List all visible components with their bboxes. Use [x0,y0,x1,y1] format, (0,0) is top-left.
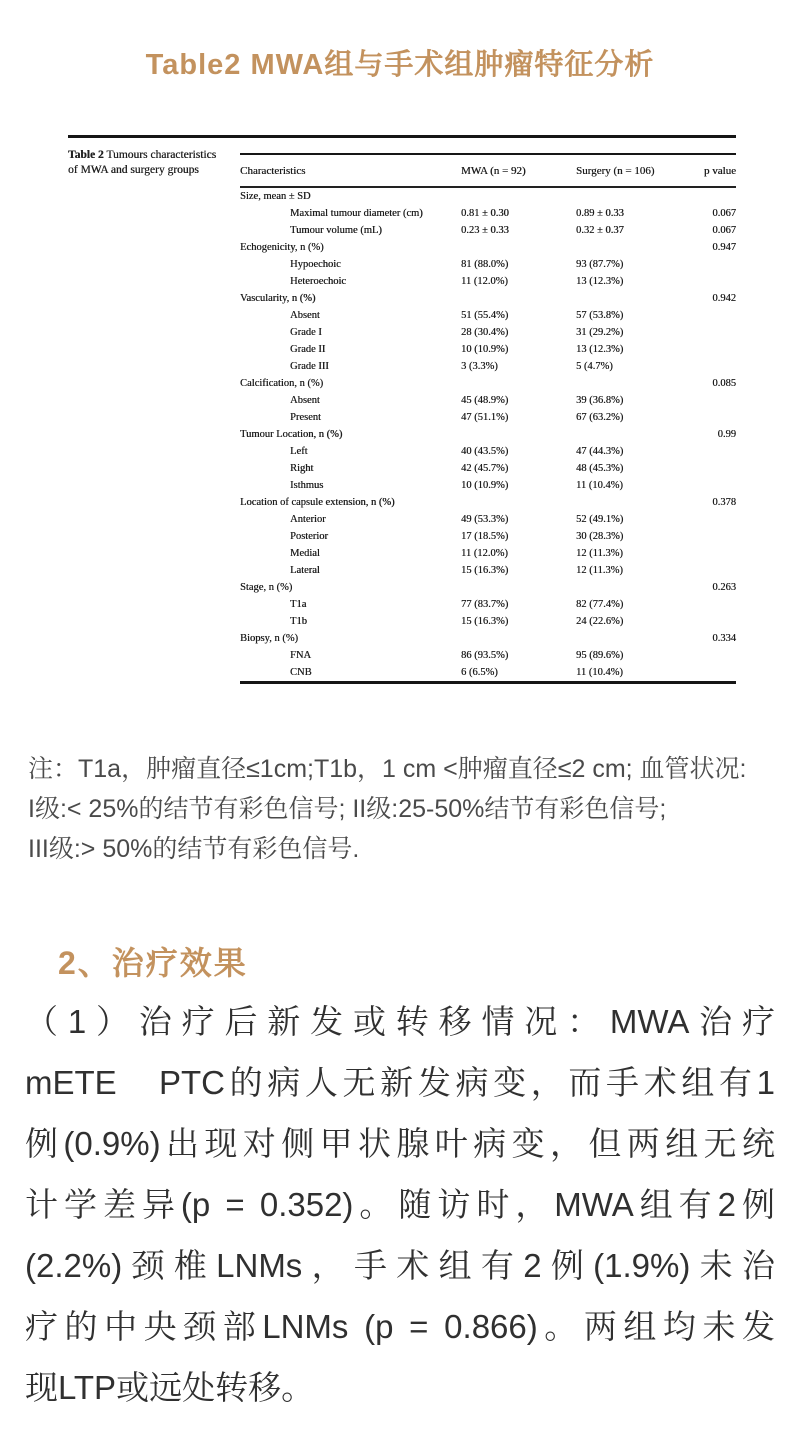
table-cell: Left [290,445,308,457]
table-cell: Right [290,462,314,474]
table-row [240,664,736,681]
table-row [240,562,736,579]
table-cell: 15 (16.3%) [461,615,509,627]
table-cell: 10 (10.9%) [461,343,509,355]
table-row [240,613,736,630]
table-row [240,307,736,324]
table-cell: 31 (29.2%) [576,326,624,338]
table-cell: Vascularity, n (%) [240,292,316,304]
table-cell: FNA [290,649,312,661]
table-row [240,341,736,358]
body-text-line: （1）治疗后新发或转移情况：MWA治疗 [25,1003,775,1040]
table-row [240,494,736,511]
table-cell: 95 (89.6%) [576,649,624,661]
col-header-characteristics: Characteristics [240,164,306,177]
table-cell: 0.89 ± 0.33 [576,207,624,219]
table-cell: 11 (12.0%) [461,275,508,287]
table-cell: 49 (53.3%) [461,513,509,525]
table-cell: 0.378 [712,496,736,508]
table-cell: Medial [290,547,320,559]
note-line: I级:< 25%的结节有彩色信号; II级:25-50%结节有彩色信号; [28,795,667,823]
col-header-mwa: MWA (n = 92) [461,164,526,177]
body-text-line: 计学差异(p = 0.352)。随访时，MWA组有2例 [25,1186,775,1223]
table-cell: 17 (18.5%) [461,530,509,542]
table-cell: 40 (43.5%) [461,445,509,457]
table-cell: 0.942 [712,292,736,304]
table-cell: 10 (10.9%) [461,479,509,491]
table-cell: CNB [290,666,312,678]
table-cell: 24 (22.6%) [576,615,624,627]
table-row [240,324,736,341]
col-header-pvalue: p value [703,164,736,177]
table-row [240,256,736,273]
table-cell: 15 (16.3%) [461,564,509,576]
table-cell: 67 (63.2%) [576,411,624,423]
table-row [240,205,736,222]
table-cell: Location of capsule extension, n (%) [240,496,395,508]
table-cell: 47 (51.1%) [461,411,509,423]
table-cell: 57 (53.8%) [576,309,624,321]
table-cell: 52 (49.1%) [576,513,624,525]
table-row [240,375,736,392]
table-row [240,188,736,205]
table-body [240,188,736,681]
table-header-row [240,155,736,186]
table-cell: 0.81 ± 0.30 [461,207,509,219]
tumour-characteristics-table [240,153,736,684]
table-cell: Grade I [290,326,322,338]
table-cell: 0.085 [712,377,736,389]
table-cell: 0.334 [712,632,736,644]
table-cell: Tumour volume (mL) [290,224,382,236]
table-cell: 81 (88.0%) [461,258,509,270]
table-cell: Lateral [290,564,320,576]
table-cell: 0.947 [712,241,736,253]
table-row [240,273,736,290]
table-row [240,222,736,239]
body-paragraph [25,991,775,1418]
table-cell: 0.23 ± 0.33 [461,224,509,236]
table-row [240,290,736,307]
table-row [240,239,736,256]
table-row [240,630,736,647]
table-cell: 28 (30.4%) [461,326,509,338]
table-cell: Absent [290,309,320,321]
body-text-line: 疗的中央颈部LNMs (p = 0.866)。两组均未发 [25,1308,775,1345]
table-cell: Tumour Location, n (%) [240,428,343,440]
table-cell: 0.32 ± 0.37 [576,224,624,236]
table-cell: T1a [290,598,307,610]
table-cell: 39 (36.8%) [576,394,624,406]
body-text-line: 例(0.9%)出现对侧甲状腺叶病变，但两组无统 [25,1125,775,1162]
table-cell: 45 (48.9%) [461,394,509,406]
table-cell: 51 (55.4%) [461,309,509,321]
table-cell: 11 (12.0%) [461,547,508,559]
table-cell: Size, mean ± SD [240,190,311,202]
body-text-line: 现LTP或远处转移。 [25,1369,315,1406]
table-cell: 11 (10.4%) [576,479,623,491]
table-row [240,443,736,460]
table-cell: Posterior [290,530,328,542]
note-line: 注：T1a，肿瘤直径≤1cm;T1b，1 cm <肿瘤直径≤2 cm; 血管状况: [28,755,747,783]
table-cell: Grade II [290,343,326,355]
table-cell: 48 (45.3%) [576,462,624,474]
figure-caption [68,138,240,684]
table-row [240,596,736,613]
table-cell: Absent [290,394,320,406]
table-cell: 12 (11.3%) [576,564,623,576]
note-line: III级:> 50%的结节有彩色信号. [28,835,360,863]
table-cell: 42 (45.7%) [461,462,509,474]
table-cell: Hypoechoic [290,258,341,270]
table-cell: 30 (28.3%) [576,530,624,542]
section-heading: 2、治疗效果 [58,945,248,981]
table-cell: Heteroechoic [290,275,346,287]
table-footnote [28,749,776,869]
body-text-line: (2.2%)颈椎LNMs，手术组有2例(1.9%)未治 [25,1247,775,1284]
table-cell: 0.263 [712,581,736,593]
table-cell: Grade III [290,360,329,372]
table-cell: 0.99 [717,428,736,440]
table-row [240,460,736,477]
figure-caption-text: Tumours characteristics of MWA and surgery groups [68,149,217,176]
table-row [240,511,736,528]
table-cell: 0.067 [712,207,736,219]
table-cell: Echogenicity, n (%) [240,241,324,253]
table-row [240,477,736,494]
table-row [240,392,736,409]
table-row [240,426,736,443]
body-text-line: mETE PTC的病人无新发病变，而手术组有1 [25,1064,775,1101]
col-header-surgery: Surgery (n = 106) [576,164,655,177]
table-cell: 13 (12.3%) [576,275,624,287]
table-cell: 12 (11.3%) [576,547,623,559]
table-cell: Calcification, n (%) [240,377,324,389]
table-cell: 3 (3.3%) [461,360,498,372]
table-cell: Isthmus [290,479,324,491]
table-row [240,358,736,375]
table-cell: 93 (87.7%) [576,258,624,270]
table-cell: 0.067 [712,224,736,236]
table-cell: 86 (93.5%) [461,649,509,661]
figure-caption-label: Table 2 [68,149,104,161]
table-cell: 5 (4.7%) [576,360,613,372]
table-cell: 47 (44.3%) [576,445,624,457]
table-bottom-rule [240,681,736,684]
table-row [240,647,736,664]
page-title: Table2 MWA组与手术组肿瘤特征分析 [145,49,655,81]
table-cell: 82 (77.4%) [576,598,624,610]
table-cell: T1b [290,615,307,627]
table-cell: Present [290,411,321,423]
table-cell: Maximal tumour diameter (cm) [290,207,423,219]
table-row [240,409,736,426]
table-row [240,528,736,545]
table-cell: Stage, n (%) [240,581,293,593]
table-cell: Biopsy, n (%) [240,632,298,644]
table2-figure [68,135,736,684]
table-row [240,545,736,562]
table-cell: Anterior [290,513,326,525]
table-cell: 6 (6.5%) [461,666,498,678]
table-cell: 77 (83.7%) [461,598,509,610]
table-cell: 13 (12.3%) [576,343,624,355]
table-cell: 11 (10.4%) [576,666,623,678]
table-row [240,579,736,596]
